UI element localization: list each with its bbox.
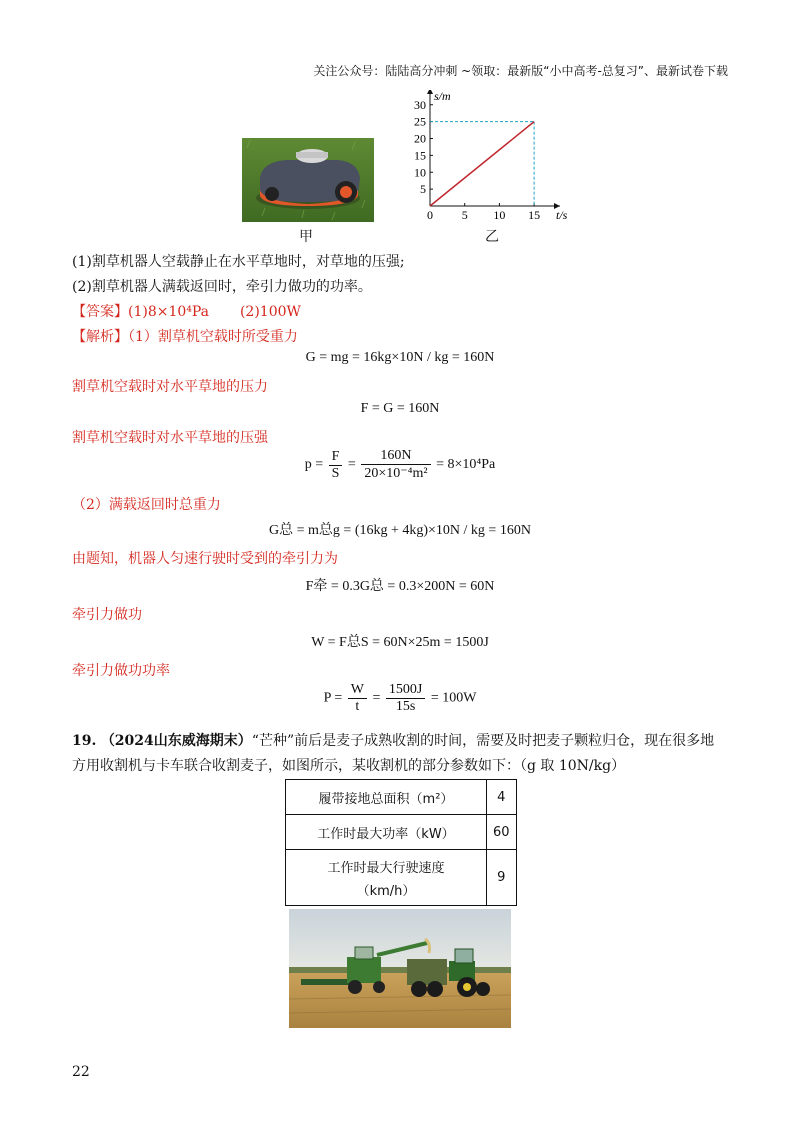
harvester-photo: [289, 909, 511, 1028]
eq-p-den1: S: [331, 465, 340, 481]
answer-1: (1)8×10⁴Pa: [128, 304, 210, 320]
eq-power-num1: W: [348, 682, 367, 699]
question-part-2: (2)割草机器人满载返回时，牵引力做功的功率。: [72, 279, 372, 295]
st-chart: [408, 90, 568, 220]
text-total-gravity: （2）满载返回时总重力: [72, 497, 221, 513]
equation-power: P = $\frac{W}{t}$ = $\frac{1500J}{15s}$ = 100W: [323, 682, 477, 714]
eq-p-rhs: = 8×10⁴Pa: [436, 457, 496, 473]
fraction-w-over-t: [348, 682, 367, 715]
fraction-values: [361, 448, 430, 482]
text-traction: 由题知，机器人匀速行驶时受到的牵引力为: [72, 551, 338, 567]
table-cell-value: 60: [487, 815, 517, 850]
table-row: [286, 815, 517, 850]
table-cell-label: 履带接地总面积（m²）: [286, 780, 487, 815]
table-cell-label: 工作时最大功率（kW）: [286, 815, 487, 850]
text-work: 牵引力做功: [72, 607, 142, 623]
y-tick-label: 5: [420, 182, 426, 197]
x-axis-label: t/s: [556, 208, 568, 220]
page-number: 22: [72, 1064, 90, 1080]
question-19-line-1: [72, 730, 714, 750]
y-axis-arrow: [427, 90, 433, 94]
mower-photo: [242, 138, 374, 222]
equation-work: W = F总S = 60N×25m = 1500J: [311, 635, 489, 650]
series-line: [430, 122, 534, 206]
equation-force: F = G = 160N: [360, 401, 440, 416]
equation-traction: F牵 = 0.3G总 = 0.3×200N = 60N: [305, 579, 495, 594]
analysis-line: [72, 326, 298, 346]
question-19-text-2: 方用收割机与卡车联合收割麦子，如图所示，某收割机的部分参数如下：（g 取 10N/kg）: [72, 758, 626, 774]
table-cell-label: [286, 850, 487, 906]
table-cell-label-line1: 工作时最大行驶速度: [327, 860, 445, 876]
x-tick-label: 5: [461, 208, 468, 220]
answer-line: [72, 301, 301, 321]
question-19-number: 19.: [72, 733, 97, 749]
equation-gravity: G = mg = 16kg×10N / kg = 160N: [305, 350, 495, 365]
figure-label-yi: 乙: [485, 229, 499, 245]
eq-power-den1: t: [355, 699, 360, 714]
y-tick-label: 15: [414, 148, 426, 163]
parameter-table: [285, 779, 517, 906]
table-cell-value: 4: [487, 780, 517, 815]
y-tick-label: 10: [414, 165, 426, 180]
table-row: [286, 850, 517, 906]
table-row: [286, 780, 517, 815]
text-pressure: 割草机空载时对水平草地的压强: [72, 430, 268, 446]
eq-p-num1: F: [329, 449, 343, 466]
y-tick-label: 25: [414, 114, 426, 129]
table-cell-label-line2: （km/h）: [356, 883, 416, 899]
table-cell-value: 9: [487, 850, 517, 906]
question-19-text-1: “芒种”前后是麦子成熟收割的时间，需要及时把麦子颗粒归仓，现在很多地: [251, 733, 715, 749]
eq-power-den2: 15s: [395, 699, 416, 714]
answer-2: (2)100W: [239, 304, 301, 320]
eq-p-den2: 20×10⁻⁴m²: [364, 466, 428, 481]
question-part-1: (1)割草机器人空载静止在水平草地时，对草地的压强;: [72, 254, 405, 270]
analysis-intro: （1）割草机空载时所受重力: [128, 329, 298, 345]
equation-total-gravity: G总 = m总g = (16kg + 4kg)×10N / kg = 160N: [269, 523, 531, 538]
equation-pressure: p = $\frac{F}{S}$ = $\frac{160N}{\text{20×10⁻⁴m²}}$ = 8×10⁴Pa: [304, 448, 496, 481]
fraction-f-over-s: [329, 449, 343, 482]
y-axis-label: s/m: [434, 90, 451, 103]
question-19-source: （2024山东威海期末）: [100, 733, 252, 749]
analysis-label: 【解析】: [72, 329, 128, 345]
y-tick-label: 20: [414, 131, 426, 146]
answer-label: 【答案】: [72, 304, 128, 320]
x-tick-label: 10: [493, 208, 506, 220]
y-tick-label: 30: [414, 97, 426, 112]
chart-svg: [408, 90, 568, 220]
eq-power-num2: 1500J: [386, 682, 425, 699]
fraction-power-values: [386, 682, 425, 715]
eq-power-lhs: P =: [323, 690, 343, 706]
x-tick-label: 15: [528, 208, 541, 220]
eq-p-num2: 160N: [361, 448, 430, 465]
page-header: 关注公众号：陆陆高分冲刺 ~领取：最新版“小中高考-总复习”、最新试卷下载: [313, 64, 728, 78]
x-tick-label: 0: [427, 208, 433, 220]
eq-power-rhs: = 100W: [430, 690, 477, 706]
text-pressure-force: 割草机空载时对水平草地的压力: [72, 379, 268, 395]
text-power: 牵引力做功功率: [72, 663, 170, 679]
eq-p-lhs: p =: [304, 457, 324, 473]
figure-label-jia: 甲: [299, 229, 313, 245]
